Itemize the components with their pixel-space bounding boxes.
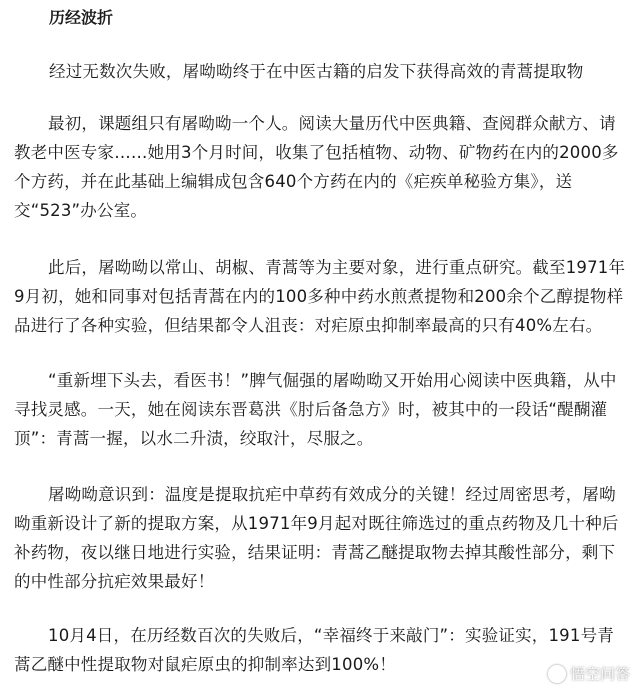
wukong-logo-icon	[548, 665, 566, 683]
paragraph-inspiration: “重新埋下头去，看医书！”脾气倔强的屠呦呦又开始用心阅读中医典籍，从中寻找灵感。一天，她在阅读东晋葛洪《肘后备急方》时，被其中的一段话“醍醐灌顶”：青蒿一握，以水二升渍，绞取汁，尽服之。	[14, 371, 617, 448]
section-heading: 历经波折	[49, 8, 114, 27]
watermark-text: 悟空问答	[569, 665, 630, 683]
paragraph-realization: 屠呦呦意识到：温度是提取抗疟中草药有效成分的关键！经过周密思考，屠呦呦重新设计了新的提取方案，从1971年9月起对既往筛选过的重点药物及几十种后补药物，夜以继日地进行实验，结果证明：青蒿乙醚提取物去掉其酸性部分，剩下的中性部分抗疟效果最好！	[14, 485, 619, 591]
paragraph-initial-research: 最初，课题组只有屠呦呦一个人。阅读大量历代中医典籍、查阅群众献方、请教老中医专家……她用3个月时间，收集了包括植物、动物、矿物药在内的2000多个方药，并在此基础上编辑成包含640个方药在内的《疟疾单秘验方集》，送交“523”办公室。	[14, 114, 619, 220]
source-watermark	[548, 663, 630, 684]
paragraph-breakthrough: 10月4日，在历经数百次的失败后，“幸福终于来敲门”：实验证实，191号青蒿乙醚中性提取物对鼠疟原虫的抑制率达到100%！	[14, 626, 614, 674]
paragraph-key-study: 此后，屠呦呦以常山、胡椒、青蒿等为主要对象，进行重点研究。截至1971年9月初，她和同事对包括青蒿在内的100多种中药水煎煮提物和200余个乙醇提物样品进行了各种实验，但结果都令人沮丧：对疟原虫抑制率最高的只有40%左右。	[14, 258, 626, 335]
paragraph-summary: 经过无数次失败，屠呦呦终于在中医古籍的启发下获得高效的青蒿提取物	[49, 62, 584, 81]
